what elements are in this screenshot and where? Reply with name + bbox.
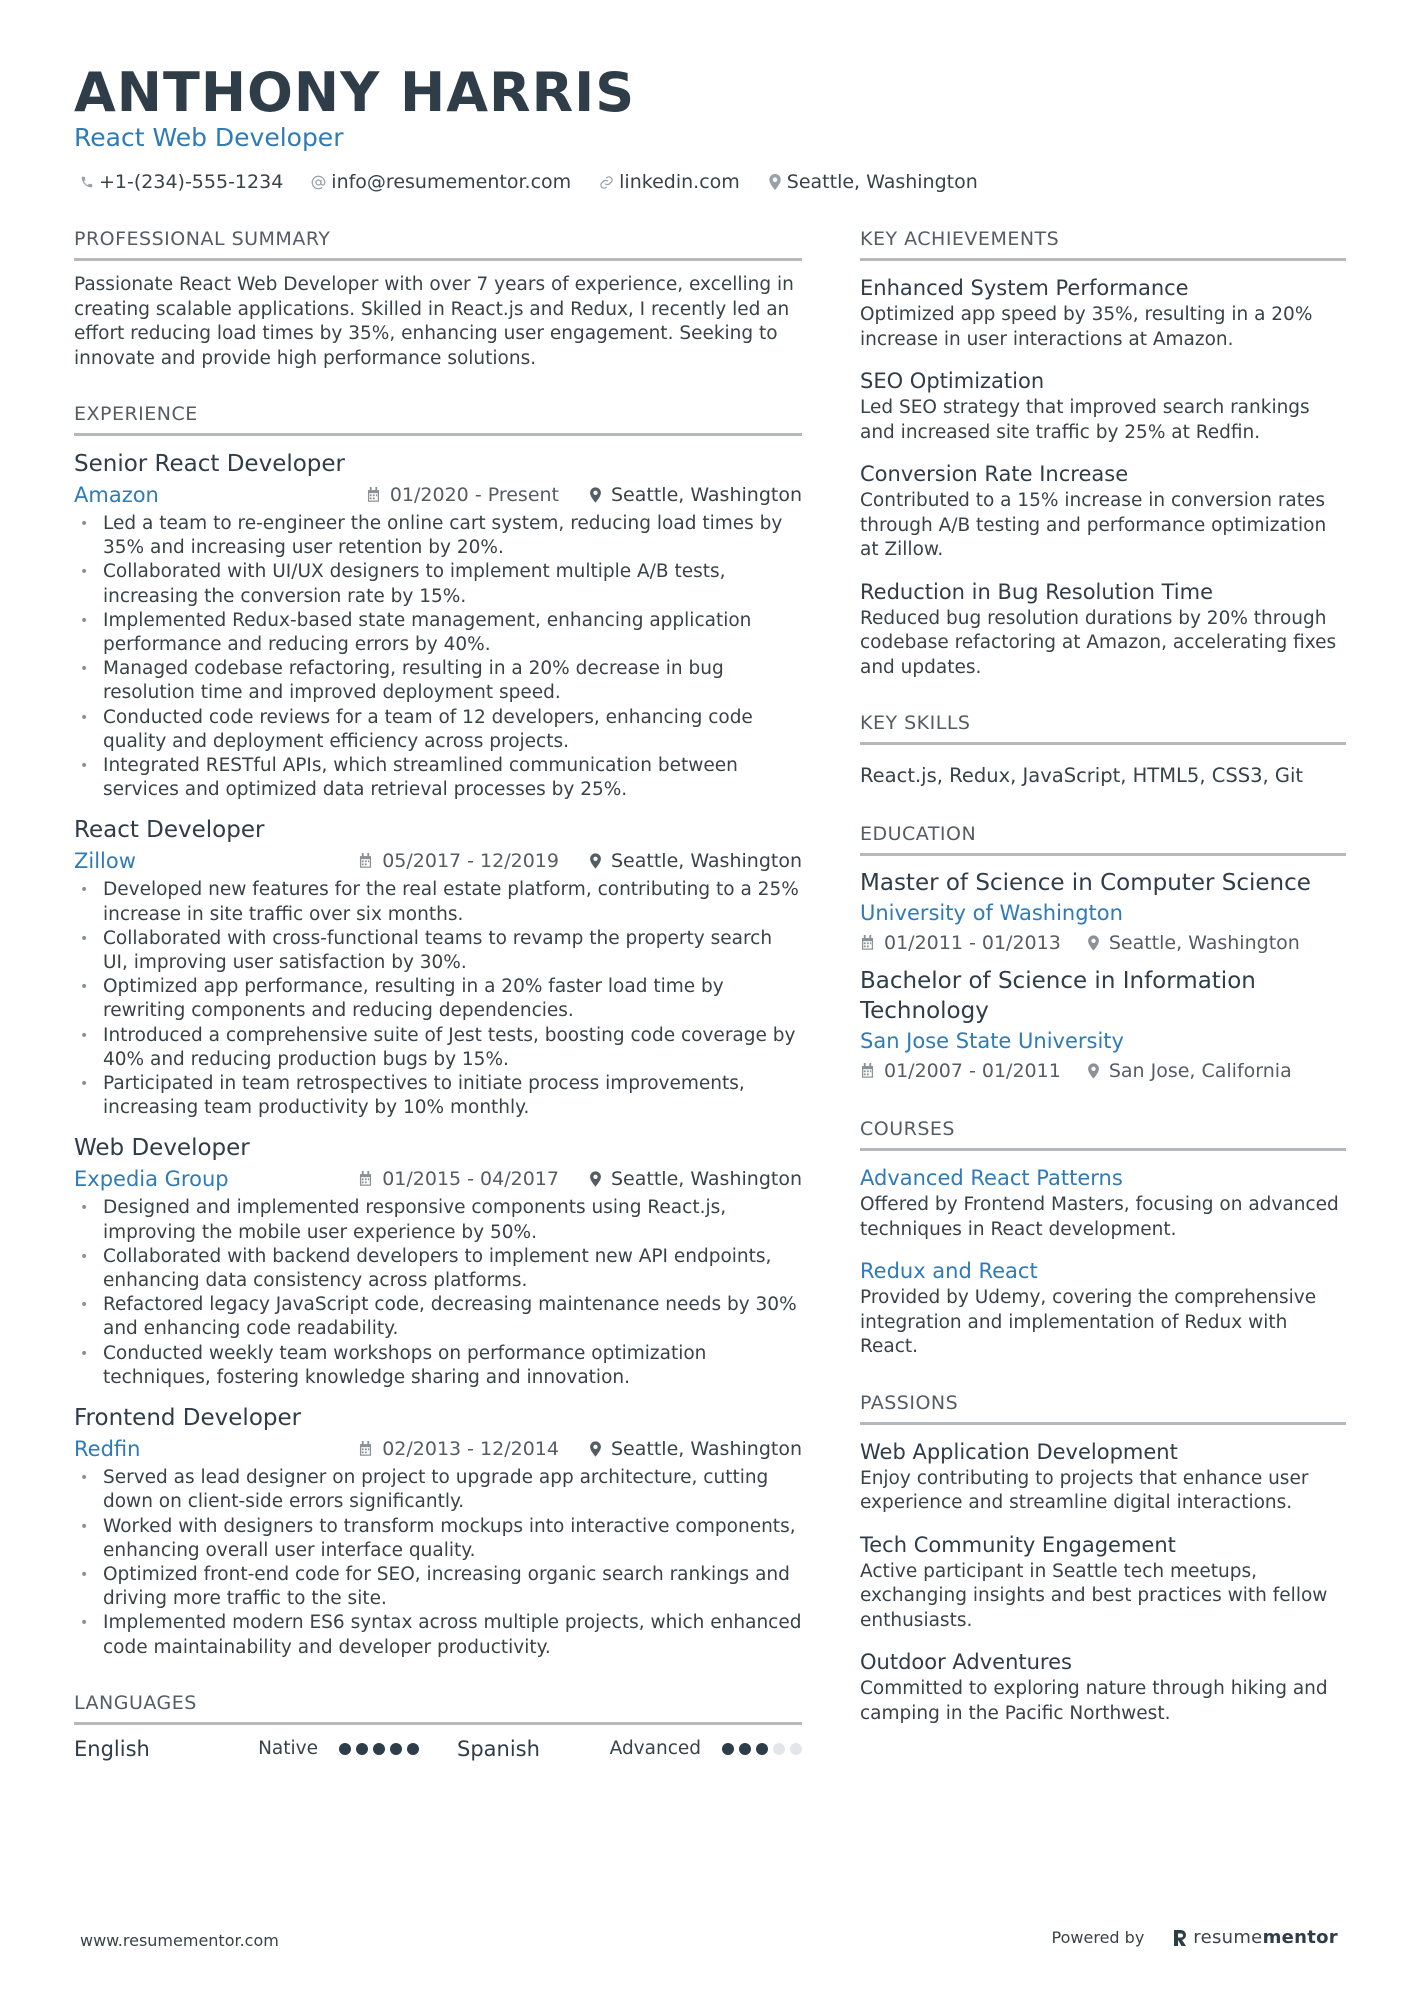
- education-item: [860, 966, 1346, 1086]
- course-desc: Provided by Udemy, covering the comprehensive integration and implementation of Redux with React.: [860, 1287, 1317, 1357]
- language-item: [457, 1737, 802, 1761]
- languages-list: [74, 1737, 802, 1761]
- achievement-title: Conversion Rate Increase: [860, 462, 1129, 486]
- powered-by-label: Powered by: [1051, 1928, 1145, 1947]
- company-name: Redfin: [74, 1437, 141, 1462]
- location-icon: [1087, 1063, 1100, 1079]
- location-icon: [589, 1441, 602, 1457]
- company-name: Expedia Group: [74, 1167, 229, 1192]
- location-icon: [768, 174, 782, 190]
- bullet-item: • Participated in team retrospectives to initiate process improvements, increasing team productivity by 10% monthly.: [74, 1072, 802, 1120]
- calendar-icon: [860, 1063, 875, 1079]
- school-name: San Jose State University: [860, 1029, 1124, 1053]
- bullet-item: • Implemented Redux-based state management, enhancing application performance and reducing errors by 40%.: [74, 609, 802, 657]
- bullet-item: • Worked with designers to transform mockups into interactive components, enhancing overall user interface quality.: [74, 1515, 802, 1563]
- job-dates-text: 02/2013 - 12/2014: [382, 1438, 559, 1461]
- education-location-text: San Jose, California: [1108, 1060, 1292, 1082]
- education-item: [860, 868, 1346, 958]
- section-heading: KEY ACHIEVEMENTS: [860, 226, 1346, 261]
- contact-linkedin: [599, 168, 740, 196]
- job-bullets: [74, 1196, 802, 1390]
- contact-phone-text: +1-(234)-555-1234: [99, 171, 284, 193]
- rating-dot-filled: [373, 1743, 385, 1755]
- school-name: University of Washington: [860, 901, 1123, 925]
- experience-section: [74, 401, 802, 1660]
- job-entry: [74, 1132, 802, 1390]
- education-dates: [860, 1056, 1061, 1086]
- language-rating: [334, 1743, 419, 1755]
- degree-title: Bachelor of Science in Information Technology: [860, 968, 1256, 1024]
- education-location-text: Seattle, Washington: [1108, 932, 1300, 954]
- degree-title: Master of Science in Computer Science: [860, 870, 1311, 896]
- achievement-title: SEO Optimization: [860, 369, 1045, 393]
- job-meta: [74, 1434, 802, 1464]
- job-entry: [74, 1402, 802, 1660]
- education-location: [1087, 1056, 1292, 1086]
- calendar-icon: [358, 1171, 373, 1187]
- job-meta: [74, 480, 802, 510]
- company-name: Amazon: [74, 483, 159, 507]
- achievement-item: [860, 273, 1346, 352]
- footer-website[interactable]: www.resumementor.com: [80, 1931, 279, 1950]
- job-dates-text: 01/2015 - 04/2017: [382, 1168, 559, 1191]
- course-title: Advanced React Patterns: [860, 1166, 1123, 1190]
- language-name: Spanish: [457, 1736, 540, 1761]
- education-dates: [860, 928, 1061, 958]
- job-location: [589, 846, 802, 876]
- bullet-item: • Designed and implemented responsive components using React.js, improving the mobile user experience by 50%.: [74, 1196, 802, 1244]
- job-meta-right: [358, 1164, 802, 1194]
- job-bullets: [74, 878, 802, 1120]
- languages-section: [74, 1690, 802, 1761]
- location-icon: [1087, 935, 1100, 951]
- passion-desc: Enjoy contributing to projects that enhance user experience and streamline digital interactions.: [860, 1467, 1309, 1513]
- calendar-icon: [358, 1441, 373, 1457]
- calendar-icon: [860, 935, 875, 951]
- job-bullets: [74, 1466, 802, 1660]
- company-name: Zillow: [74, 849, 136, 874]
- bullet-item: • Managed codebase refactoring, resulting in a 20% decrease in bug resolution time and improved deployment speed.: [74, 657, 802, 705]
- passion-item: [860, 1530, 1346, 1634]
- achievement-desc: Optimized app speed by 35%, resulting in a 20% increase in user interactions at Amazon.: [860, 304, 1313, 350]
- education-section: [860, 821, 1346, 1086]
- achievement-desc: Reduced bug resolution durations by 20% through codebase refactoring at Amazon, accelerating fixes and updates.: [860, 607, 1337, 678]
- education-dates-text: 01/2007 - 01/2011: [884, 1060, 1061, 1082]
- education-dates-text: 01/2011 - 01/2013: [884, 932, 1061, 954]
- rating-dot-filled: [390, 1743, 402, 1755]
- bullet-item: • Developed new features for the real estate platform, contributing to a 25% increase in site traffic over six months.: [74, 878, 802, 926]
- brand-name-b: mentor: [1262, 1927, 1338, 1948]
- link-icon: [599, 175, 614, 190]
- calendar-icon: [358, 853, 373, 869]
- job-title: React Web Developer: [74, 123, 344, 152]
- skills-list: React.js, Redux, JavaScript, HTML5, CSS3, Git: [860, 764, 1304, 787]
- job-dates: [358, 1434, 559, 1464]
- bullet-item: • Integrated RESTful APIs, which streamlined communication between services and optimized data retrieval processes by 25%.: [74, 754, 802, 802]
- rating-dot-filled: [739, 1743, 751, 1755]
- job-dates: [358, 1164, 559, 1194]
- achievement-item: [860, 577, 1346, 681]
- job-dates: [358, 846, 559, 876]
- bullet-item: • Implemented modern ES6 syntax across multiple projects, which enhanced code maintainability and developer productivity.: [74, 1611, 802, 1659]
- courses-section: [860, 1116, 1346, 1360]
- job-location: [589, 1434, 802, 1464]
- job-role: Frontend Developer: [74, 1405, 302, 1432]
- rating-dot-empty: [773, 1743, 785, 1755]
- section-heading: PROFESSIONAL SUMMARY: [74, 226, 802, 261]
- rating-dot-filled: [722, 1743, 734, 1755]
- bullet-item: • Collaborated with cross-functional teams to revamp the property search UI, improving user satisfaction by 30%.: [74, 927, 802, 975]
- passion-desc: Active participant in Seattle tech meetups, exchanging insights and best practices with fellow enthusiasts.: [860, 1560, 1328, 1631]
- resumementor-logo-icon: [1172, 1929, 1188, 1947]
- course-item: [860, 1256, 1346, 1360]
- bullet-item: • Conducted code reviews for a team of 12 developers, enhancing code quality and deployment efficiency across projects.: [74, 706, 802, 754]
- bullet-item: • Collaborated with backend developers to implement new API endpoints, enhancing data consistency across platforms.: [74, 1245, 802, 1293]
- achievements-section: [860, 226, 1346, 680]
- achievement-title: Enhanced System Performance: [860, 276, 1189, 300]
- summary-text: Passionate React Web Developer with over 7 years of experience, excelling in creating scalable applications. Skilled in React.js and Redux, I recently led an effort reducing load times by 35%, enhancing user engagement. Seeking to innovate and provide high performance solutions.: [74, 274, 794, 369]
- calendar-icon: [366, 487, 381, 503]
- bullet-item: • Optimized front-end code for SEO, increasing organic search rankings and driving more traffic to the site.: [74, 1563, 802, 1611]
- job-dates-text: 05/2017 - 12/2019: [382, 850, 559, 873]
- rating-dot-empty: [790, 1743, 802, 1755]
- job-location-text: Seattle, Washington: [611, 1438, 802, 1461]
- language-rating: [717, 1743, 802, 1755]
- achievement-desc: Led SEO strategy that improved search rankings and increased site traffic by 25% at Redfin.: [860, 397, 1310, 443]
- passions-section: [860, 1390, 1346, 1727]
- skills-section: [860, 710, 1346, 791]
- bullet-item: • Led a team to re-engineer the online cart system, reducing load times by 35% and increasing user retention by 20%.: [74, 512, 802, 560]
- passion-title: Tech Community Engagement: [860, 1532, 1176, 1557]
- section-heading: LANGUAGES: [74, 1690, 802, 1725]
- passion-desc: Committed to exploring nature through hiking and camping in the Pacific Northwest.: [860, 1678, 1328, 1724]
- rating-dot-filled: [407, 1743, 419, 1755]
- bullet-item: • Refactored legacy JavaScript code, decreasing maintenance needs by 30% and enhancing code readability.: [74, 1293, 802, 1341]
- course-desc: Offered by Frontend Masters, focusing on advanced techniques in React development.: [860, 1194, 1339, 1240]
- section-heading: COURSES: [860, 1116, 1346, 1151]
- job-meta: [74, 1164, 802, 1194]
- course-item: [860, 1163, 1346, 1242]
- achievement-item: [860, 459, 1346, 563]
- job-role: Senior React Developer: [74, 451, 346, 477]
- brand-logo[interactable]: [1172, 1927, 1338, 1948]
- candidate-name: ANTHONY HARRIS: [74, 61, 636, 124]
- contact-location: [768, 168, 978, 196]
- achievement-item: [860, 366, 1346, 445]
- job-meta-right: [366, 480, 802, 510]
- section-heading: PASSIONS: [860, 1390, 1346, 1425]
- section-heading: EXPERIENCE: [74, 401, 802, 436]
- phone-icon: [80, 175, 94, 189]
- job-dates: [366, 480, 559, 510]
- location-icon: [589, 1171, 602, 1187]
- at-icon: [311, 175, 326, 190]
- left-column: [74, 226, 802, 1791]
- language-item: [74, 1737, 419, 1761]
- bullet-item: • Conducted weekly team workshops on performance optimization techniques, fostering knowledge sharing and innovation.: [74, 1342, 802, 1390]
- passion-title: Outdoor Adventures: [860, 1650, 1072, 1674]
- passion-item: [860, 1437, 1346, 1516]
- bullet-item: • Collaborated with UI/UX designers to implement multiple A/B tests, increasing the conversion rate by 15%.: [74, 560, 802, 608]
- rating-dot-filled: [756, 1743, 768, 1755]
- job-role: Web Developer: [74, 1135, 250, 1162]
- contact-bar: [80, 168, 1006, 196]
- language-level: Advanced: [609, 1738, 701, 1760]
- section-heading: KEY SKILLS: [860, 710, 1346, 745]
- job-entry: [74, 448, 802, 802]
- job-location-text: Seattle, Washington: [611, 1168, 802, 1191]
- education-meta: [860, 928, 1346, 958]
- job-meta: [74, 846, 802, 876]
- language-level: Native: [258, 1738, 318, 1760]
- course-title: Redux and React: [860, 1259, 1038, 1283]
- contact-linkedin-text: linkedin.com: [619, 171, 740, 193]
- job-entry: [74, 814, 802, 1120]
- job-location-text: Seattle, Washington: [611, 484, 802, 506]
- bullet-item: • Optimized app performance, resulting in a 20% faster load time by rewriting components and reducing dependencies.: [74, 975, 802, 1023]
- right-column: [860, 226, 1346, 1756]
- education-meta: [860, 1056, 1346, 1086]
- contact-email-text: info@resumementor.com: [331, 171, 572, 193]
- contact-phone: [80, 168, 283, 196]
- summary-section: [74, 226, 802, 371]
- location-icon: [589, 853, 602, 869]
- job-dates-text: 01/2020 - Present: [389, 484, 559, 506]
- education-location: [1087, 928, 1300, 958]
- job-role: React Developer: [74, 817, 265, 844]
- job-location: [589, 480, 802, 510]
- language-name: English: [74, 1736, 150, 1761]
- passion-title: Web Application Development: [860, 1439, 1178, 1464]
- bullet-item: • Introduced a comprehensive suite of Jest tests, boosting code coverage by 40% and reducing production bugs by 15%.: [74, 1024, 802, 1072]
- job-meta-right: [358, 1434, 802, 1464]
- rating-dot-filled: [339, 1743, 351, 1755]
- job-bullets: [74, 512, 802, 802]
- job-location-text: Seattle, Washington: [611, 850, 802, 873]
- bullet-item: • Served as lead designer on project to upgrade app architecture, cutting down on client-side errors significantly.: [74, 1466, 802, 1514]
- contact-location-text: Seattle, Washington: [786, 171, 978, 193]
- achievement-desc: Contributed to a 15% increase in conversion rates through A/B testing and performance optimization at Zillow.: [860, 490, 1327, 560]
- achievement-title: Reduction in Bug Resolution Time: [860, 579, 1213, 604]
- location-icon: [589, 487, 602, 503]
- contact-email: [311, 168, 571, 196]
- brand-name-a: resume: [1193, 1927, 1263, 1948]
- rating-dot-filled: [356, 1743, 368, 1755]
- job-location: [589, 1164, 802, 1194]
- section-heading: EDUCATION: [860, 821, 1346, 856]
- job-meta-right: [358, 846, 802, 876]
- footer-branding: [1052, 1927, 1338, 1948]
- passion-item: [860, 1647, 1346, 1726]
